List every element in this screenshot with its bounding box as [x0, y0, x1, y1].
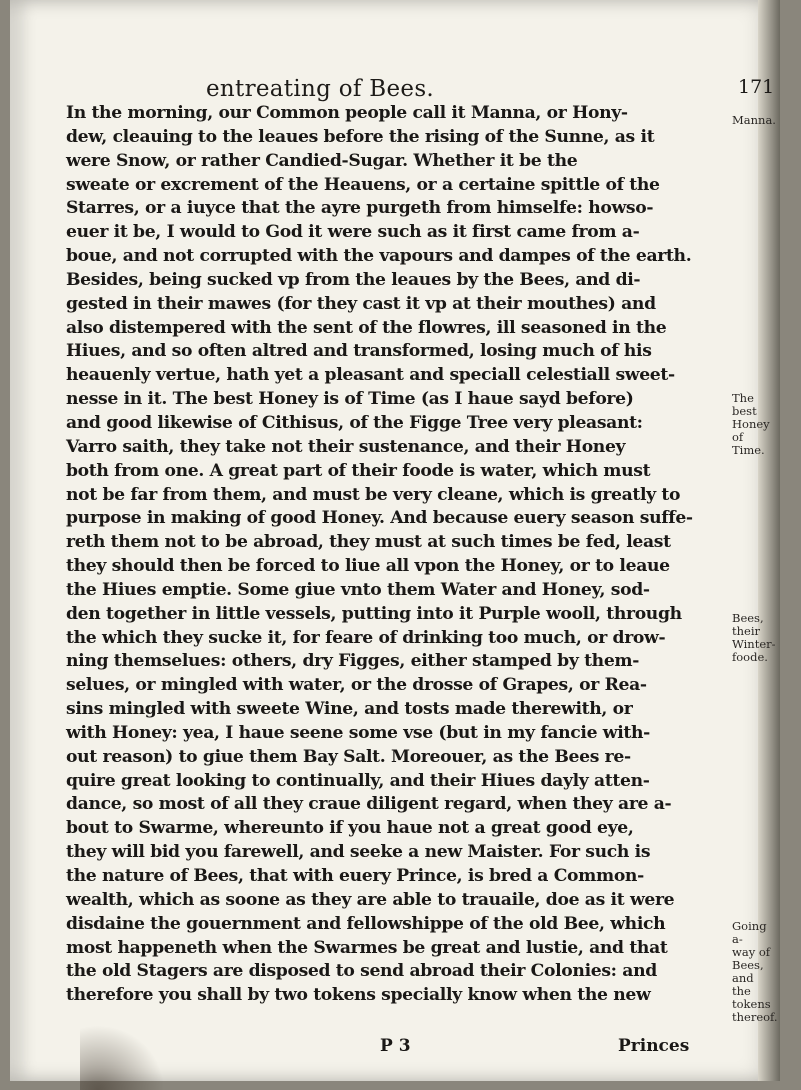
text-line: not be far from them, and must be very cleane, which is greatly to: [66, 484, 681, 505]
sidenote-line: foode.: [732, 650, 768, 664]
text-line: most happeneth when the Swarmes be great and lustie, and that: [66, 937, 668, 958]
text-line: the nature of Bees, that with euery Prince, is bred a Common-: [66, 866, 644, 886]
text-line: disdaine the gouernment and fellowshippe of the old Bee, which: [66, 913, 666, 934]
sidenote-swarming: [732, 920, 780, 1024]
text-line: heauenly vertue, hath yet a pleasant and speciall celestiall sweet-: [66, 365, 675, 386]
sidenote-line: Going a-: [732, 919, 767, 946]
sidenote-line: The best: [732, 391, 757, 418]
text-line: wealth, which as soone as they are able to trauaile, doe as it were: [66, 889, 675, 910]
text-line: and good likewise of Cithisus, of the Figge Tree very pleasant:: [66, 412, 643, 433]
running-head: entreating of Bees.: [206, 76, 435, 102]
text-line: dance, so most of all they craue diligent regard, when they are a-: [66, 794, 672, 815]
text-line: therefore you shall by two tokens specially know when the new: [66, 985, 651, 1006]
sidenote-line: way of: [732, 945, 771, 959]
text-line: selues, or mingled with water, or the drosse of Grapes, or Rea-: [66, 675, 647, 696]
text-line: also distempered with the sent of the flowres, ill seasoned in the: [66, 317, 667, 338]
text-line: reth them not to be abroad, they must at such times be fed, least: [66, 532, 671, 553]
text-line: out reason) to giue them Bay Salt. Moreouer, as the Bees re-: [66, 746, 631, 767]
text-line: both from one. A great part of their foode is water, which must: [66, 460, 651, 481]
page-number: 171: [738, 76, 775, 98]
text-line: boue, and not corrupted with the vapours and dampes of the earth.: [66, 246, 692, 267]
text-line: they will bid you farewell, and seeke a new Maister. For such is: [66, 842, 651, 863]
text-line: euer it be, I would to God it were such as it first came from a-: [66, 222, 640, 243]
text-line: purpose in making of good Honey. And because euery season suffe-: [66, 508, 693, 529]
sidenote-line: Bees, their: [732, 611, 764, 638]
text-line: bout to Swarme, whereunto if you haue not a great good eye,: [66, 818, 634, 839]
sidenote-bees-winter-food: [732, 612, 780, 664]
text-line: Starres, or a iuyce that the ayre purgeth from himselfe: howso-: [66, 198, 654, 219]
ink-smudge: [80, 1020, 170, 1090]
sidenote-line: Honey of: [732, 417, 770, 444]
text-line: sins mingled with sweete Wine, and tosts made therewith, or: [66, 699, 633, 720]
text-line: were Snow, or rather Candied-Sugar. Whether it be the: [66, 150, 578, 171]
text-line: they should then be forced to liue all vpon the Honey, or to leaue: [66, 556, 670, 577]
text-line: ning themselues: others, dry Figges, either stamped by them-: [66, 651, 640, 672]
text-line: the Hiues emptie. Some giue vnto them Water and Honey, sod-: [66, 579, 650, 600]
text-line: Besides, being sucked vp from the leaues by the Bees, and di-: [66, 269, 641, 290]
text-line: sweate or excrement of the Heauens, or a certaine spittle of the: [66, 174, 660, 195]
text-line: gested in their mawes (for they cast it vp at their mouthes) and: [66, 293, 656, 314]
text-line: quire great looking to continually, and their Hiues dayly atten-: [66, 770, 650, 791]
text-line: the which they sucke it, for feare of drinking too much, or drow-: [66, 627, 666, 648]
sidenote-line: thereof.: [732, 1010, 778, 1024]
sidenote-line: Winter-: [732, 637, 776, 651]
text-line: den together in little vessels, putting into it Purple wooll, through: [66, 603, 682, 624]
text-line: Hiues, and so often altred and transformed, losing much of his: [66, 341, 652, 362]
text-line: Varro saith, they take not their sustenance, and their Honey: [66, 436, 626, 457]
body-text: [66, 102, 726, 1008]
text-line: In the morning, our Common people call it Manna, or Hony-: [66, 103, 628, 123]
text-line: nesse in it. The best Honey is of Time (as I haue sayd before): [66, 389, 634, 410]
signature-mark: P 3: [380, 1036, 411, 1056]
text-line: dew, cleauing to the leaues before the rising of the Sunne, as it: [66, 126, 655, 147]
book-page: [10, 0, 780, 1081]
sidenote-line: Time.: [732, 443, 765, 457]
sidenote-manna: Manna.: [732, 113, 776, 127]
text-line: the old Stagers are disposed to send abroad their Colonies: and: [66, 961, 657, 982]
sidenote-line: the tokens: [732, 984, 771, 1011]
sidenote-best-honey: [732, 392, 780, 457]
catchword: Princes: [618, 1036, 690, 1056]
sidenote-line: Bees, and: [732, 958, 764, 985]
text-line: with Honey: yea, I haue seene some vse (but in my fancie with-: [66, 722, 650, 743]
